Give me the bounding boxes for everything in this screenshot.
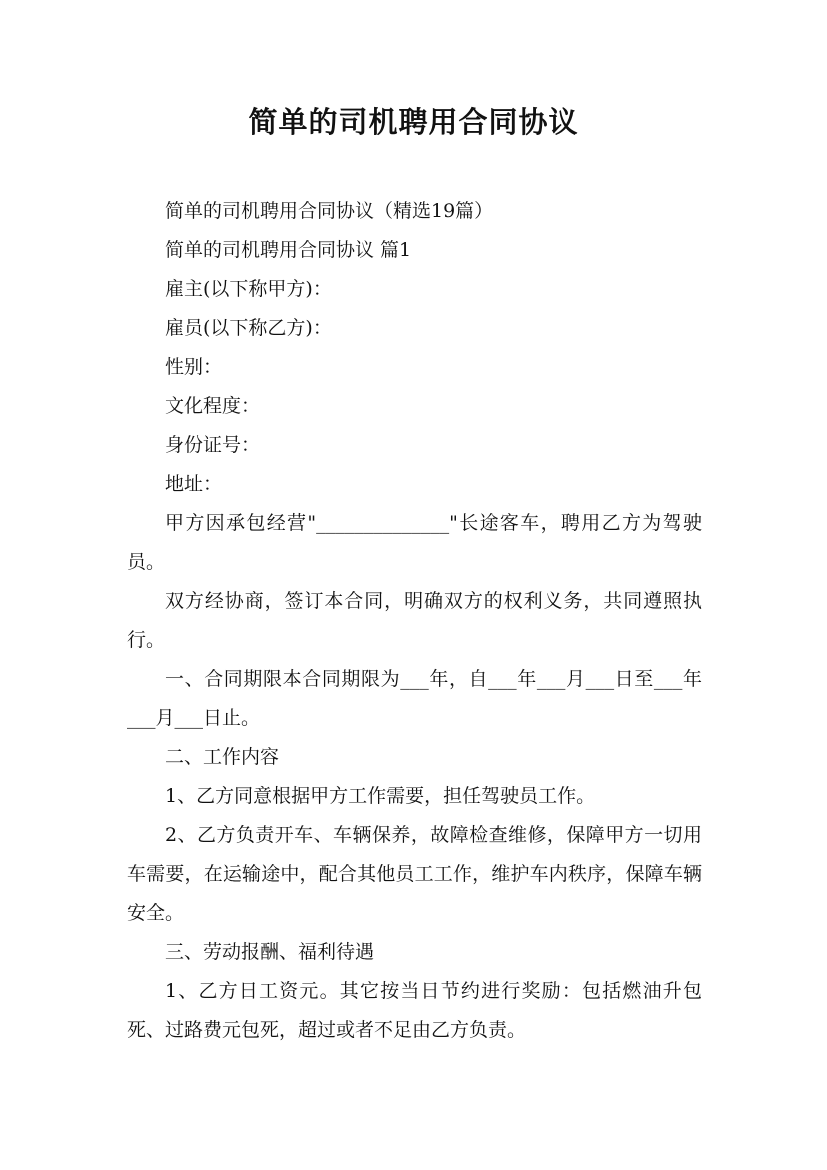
paragraph-subtitle: 简单的司机聘用合同协议（精选19篇） [165, 200, 494, 222]
document-body [127, 192, 702, 1050]
paragraph-remuneration-heading: 三、劳动报酬、福利待遇 [165, 941, 375, 963]
paragraph-employee: 雇员(以下称乙方)： [165, 317, 332, 339]
paragraph-work-content-heading: 二、工作内容 [165, 746, 280, 768]
paragraph-employer: 雇主(以下称甲方)： [165, 278, 332, 300]
paragraph-section-heading: 简单的司机聘用合同协议 篇1 [165, 239, 412, 261]
paragraph-remuneration-item-1: 1、乙方日工资元。其它按当日节约进行奖励：包括燃油升包死、过路费元包死，超过或者不足由乙方负责。 [127, 980, 702, 1041]
paragraph-education: 文化程度： [165, 395, 261, 417]
paragraph-id-number: 身份证号： [165, 434, 261, 456]
document-title: 简单的司机聘用合同协议 [248, 105, 579, 139]
paragraph-gender: 性别： [165, 356, 223, 378]
paragraph-address: 地址： [165, 473, 223, 495]
paragraph-contract-purpose: 甲方因承包经营"______________"长途客车，聘用乙方为驾驶员。 [127, 512, 702, 573]
paragraph-contract-term: 一、合同期限本合同期限为___年，自___年___月___日至___年___月___日止。 [127, 668, 702, 729]
paragraph-work-item-2: 2、乙方负责开车、车辆保养，故障检查维修，保障甲方一切用车需要，在运输途中，配合其他员工工作，维护车内秩序，保障车辆安全。 [127, 824, 702, 924]
paragraph-work-item-1: 1、乙方同意根据甲方工作需要，担任驾驶员工作。 [165, 785, 596, 807]
paragraph-agreement: 双方经协商，签订本合同，明确双方的权利义务，共同遵照执行。 [127, 590, 702, 651]
